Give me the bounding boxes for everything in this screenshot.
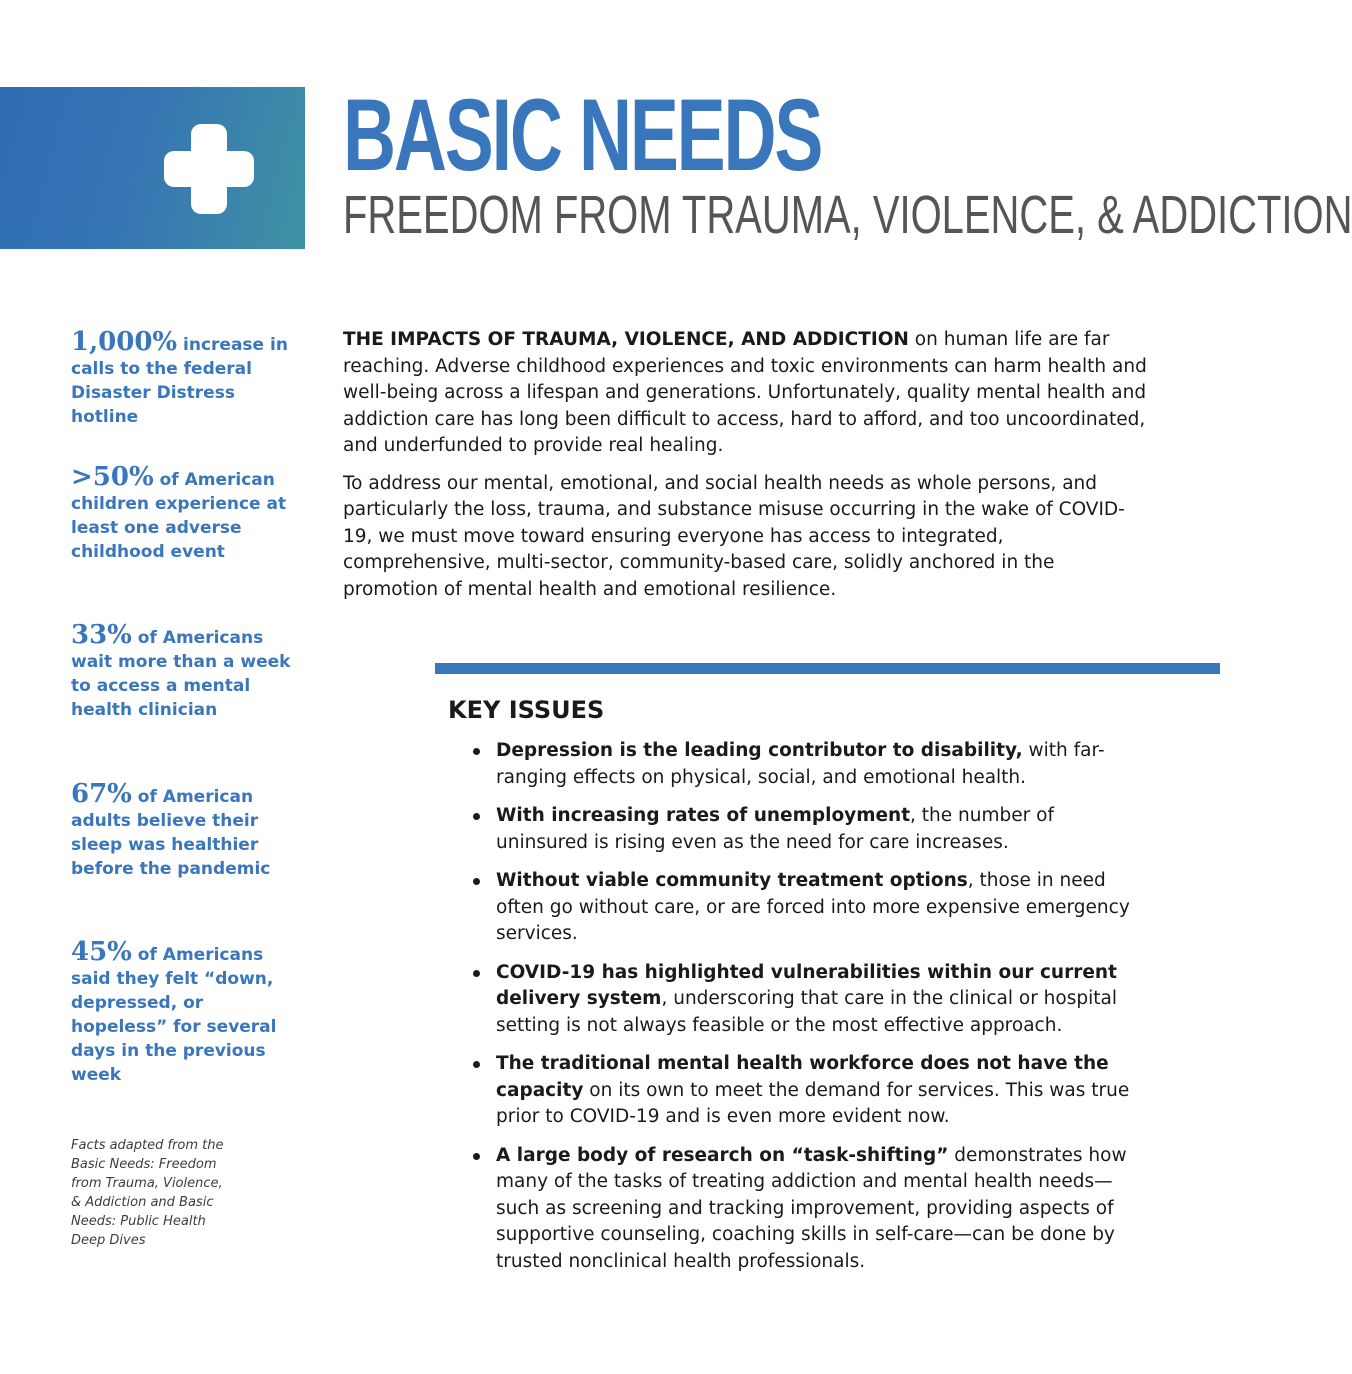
- fact-item: [71, 937, 296, 1087]
- fact-item: [71, 779, 296, 881]
- source-note: Facts adapted from the Basic Needs: Freedom from Trauma, Violence, & Addiction and Basic Needs: Public Health Deep Dives: [71, 1138, 224, 1248]
- key-issues-heading: KEY ISSUES: [448, 696, 605, 724]
- intro-paragraph: [343, 327, 1148, 460]
- issue-text: , those in need often go without care, or are forced into more expensive emergency services.: [496, 870, 1130, 944]
- issue-bold: COVID-19 has highlighted vulnerabilities within our current delivery system: [496, 961, 1117, 1009]
- issue-bold: Without viable community treatment options: [496, 870, 968, 891]
- list-item: [470, 1051, 1150, 1131]
- list-item: [470, 1143, 1150, 1276]
- issue-text: , underscoring that care in the clinical or hospital setting is not always feasible or the most effective approach.: [496, 988, 1117, 1036]
- intro-section: [343, 327, 1148, 614]
- fact-item: [71, 620, 296, 722]
- issue-bold: With increasing rates of unemployment: [496, 805, 911, 826]
- fact-stat: 33%: [71, 620, 132, 650]
- bullet-icon: [473, 878, 480, 885]
- bullet-icon: [473, 1153, 480, 1160]
- bullet-icon: [473, 813, 480, 820]
- page-title: BASIC NEEDS: [343, 78, 822, 192]
- list-item: [470, 960, 1150, 1040]
- issue-bold: A large body of research on “task-shifting”: [496, 1144, 949, 1166]
- fact-stat: 67%: [71, 779, 132, 809]
- fact-item: [71, 462, 296, 564]
- fact-stat: >50%: [71, 462, 154, 492]
- intro-lead: THE IMPACTS OF TRAUMA, VIOLENCE, AND ADDICTION: [343, 329, 909, 350]
- fact-text: of Americans wait more than a week to access a mental health clinician: [71, 628, 291, 720]
- fact-text: of Americans said they felt “down, depressed, or hopeless” for several days in the previous week: [71, 945, 277, 1085]
- fact-text: increase in calls to the federal Disaster Distress hotline: [71, 335, 288, 427]
- list-item: [470, 803, 1150, 856]
- intro-paragraph-2: To address our mental, emotional, and social health needs as whole persons, and particularly the loss, trauma, and substance misuse occurring in the wake of COVID-19, we must move toward ensuring everyone has access to integrated, comprehensive, multi-sector, community-based care, solidly anchored in the promotion of mental health and emotional resilience.: [343, 472, 1125, 600]
- bullet-icon: [473, 970, 480, 977]
- plus-icon: [164, 124, 254, 214]
- issue-text: , the number of uninsured is rising even as the need for care increases.: [496, 805, 1054, 853]
- bullet-icon: [473, 1061, 480, 1068]
- issue-text: demonstrates how many of the tasks of treating addiction and mental health needs—such as screening and tracking improvement, providing aspects of supportive counseling, coaching skills in self-care—can be done by trusted nonclinical health professionals.: [496, 1144, 1127, 1272]
- page-subtitle: FREEDOM FROM TRAUMA, VIOLENCE, & ADDICTION: [343, 185, 1352, 245]
- issue-bold: The traditional mental health workforce does not have the capacity: [496, 1053, 1109, 1101]
- list-item: [470, 738, 1150, 791]
- section-divider: [435, 663, 1220, 674]
- fact-text: of American adults believe their sleep was healthier before the pandemic: [71, 787, 271, 879]
- fact-text: of American children experience at least one adverse childhood event: [71, 470, 287, 562]
- intro-text: on human life are far reaching. Adverse childhood experiences and toxic environments can harm health and well-being across a lifespan and generations. Unfortunately, quality mental health and addiction care has long been difficult to access, hard to afford, and too uncoordinated, and underfunded to provide real healing.: [343, 329, 1147, 456]
- bullet-icon: [473, 748, 480, 755]
- issue-text: with far-ranging effects on physical, social, and emotional health.: [496, 740, 1105, 788]
- fact-item: [71, 327, 296, 429]
- issue-text: on its own to meet the demand for services. This was true prior to COVID-19 and is even more evident now.: [496, 1079, 1130, 1127]
- fact-stat: 1,000%: [71, 327, 178, 357]
- fact-stat: 45%: [71, 937, 132, 967]
- header-color-band: [0, 87, 305, 249]
- list-item: [470, 868, 1150, 948]
- key-issues-list: [470, 738, 1150, 1287]
- issue-bold: Depression is the leading contributor to disability,: [496, 740, 1023, 761]
